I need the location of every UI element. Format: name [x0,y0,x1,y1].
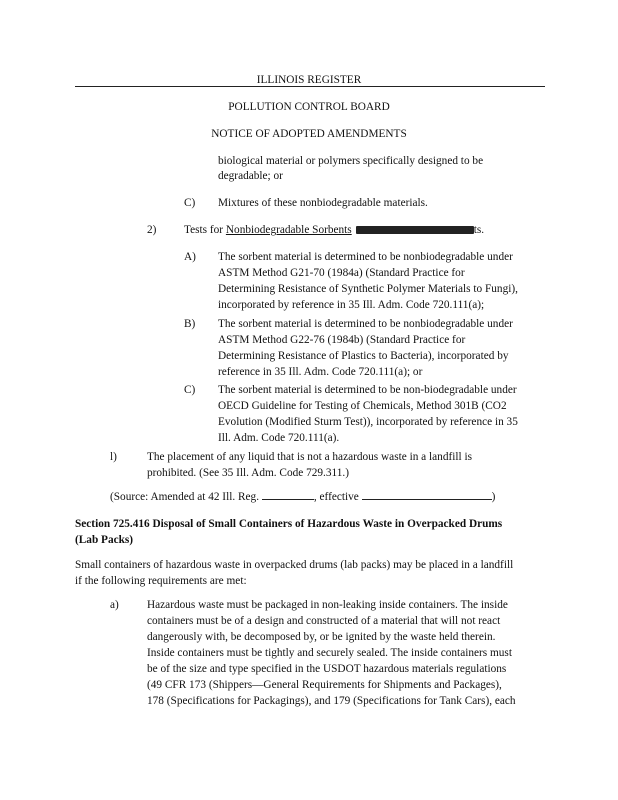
item-c1-label: C) [184,197,196,209]
item-2-text [184,222,484,238]
item-l-text [147,449,472,481]
item-c2-label: C) [184,384,196,396]
item-l-label: l) [110,451,117,463]
redaction-mark [356,226,474,234]
item-a-line: The sorbent material is determined to be nonbiodegradable under [218,251,513,263]
reg-blank [262,489,314,500]
item-a2-line: dangerously with, be decomposed by, or be ignited by the waste held therein. [147,631,496,643]
item-c2-line: Evolution (Modified Sturm Test)), incorporated by reference in 35 [218,416,518,428]
item-a2-label: a) [110,599,119,611]
item-a2-line: be of the size and type specified in the USDOT hazardous materials regulations [147,663,507,675]
item-a-text [218,249,518,313]
section-title [75,516,502,548]
item-2-post: ts. [473,224,485,236]
item-c2-line: Ill. Adm. Code 720.111(a). [218,432,340,444]
item-2-label: 2) [147,224,157,236]
item-b-line: ASTM Method G22-76 (1984b) (Standard Practice for [218,334,466,346]
source-note [110,489,495,505]
section-title-line-1: Section 725.416 Disposal of Small Containers of Hazardous Waste in Overpacked Drums [75,518,503,530]
intro-paragraph [75,557,513,589]
register-title: ILLINOIS REGISTER [256,74,362,86]
item-a-line: Determining Resistance of Synthetic Polymer Materials to Fungi), [218,283,518,295]
intro-line: if the following requirements are met: [75,575,247,587]
intro-line: Small containers of hazardous waste in overpacked drums (lab packs) may be placed in a landfill [75,559,514,571]
header-rule [75,86,545,87]
item-b-line: Determining Resistance of Plastics to Bacteria), incorporated by [218,350,509,362]
item-a2-text [147,597,516,709]
item-b-line: reference in 35 Ill. Adm. Code 720.111(a); or [218,366,423,378]
item-b-label: B) [184,318,196,330]
source-post: ) [491,491,496,503]
continuation-line-1: biological material or polymers specifically designed to be [218,155,484,167]
item-c2-line: OECD Guideline for Testing of Chemicals, Method 301B (CO2 [218,400,507,412]
source-mid: , effective [313,491,359,503]
item-a2-line: Inside containers must be tightly and securely sealed. The inside containers must [147,647,512,659]
effective-blank [362,489,492,500]
item-a2-line: Hazardous waste must be packaged in non-leaking inside containers. The inside [147,599,508,611]
item-2-pre: Tests for [184,224,224,236]
item-b-text [218,316,513,380]
item-c2-text [218,382,518,446]
continuation-line-2: degradable; or [218,170,283,182]
board-title: POLLUTION CONTROL BOARD [228,101,390,113]
item-l-line: prohibited. (See 35 Ill. Adm. Code 729.311.) [147,467,349,479]
item-l-line: The placement of any liquid that is not a hazardous waste in a landfill is [147,451,473,463]
item-a-line: incorporated by reference in 35 Ill. Adm. Code 720.111(a); [218,299,485,311]
item-a2-line: containers must be of a design and constructed of a material that will not react [147,615,501,627]
item-a2-line: 178 (Specifications for Packagings), and 179 (Specifications for Tank Cars), each [147,695,516,707]
source-pre: (Source: Amended at 42 Ill. Reg. [110,491,260,503]
item-a-line: ASTM Method G21-70 (1984a) (Standard Practice for [218,267,465,279]
item-c1-text: Mixtures of these nonbiodegradable materials. [218,197,428,209]
item-a2-line: (49 CFR 173 (Shippers—General Requirements for Shipments and Packages), [147,679,502,691]
section-title-line-2: (Lab Packs) [75,534,134,546]
item-b-line: The sorbent material is determined to be nonbiodegradable under [218,318,513,330]
item-a-label: A) [184,251,196,263]
item-c2-line: The sorbent material is determined to be non-biodegradable under [218,384,517,396]
item-2-underlined: Nonbiodegradable Sorbents [225,224,352,236]
notice-title: NOTICE OF ADOPTED AMENDMENTS [211,128,407,140]
